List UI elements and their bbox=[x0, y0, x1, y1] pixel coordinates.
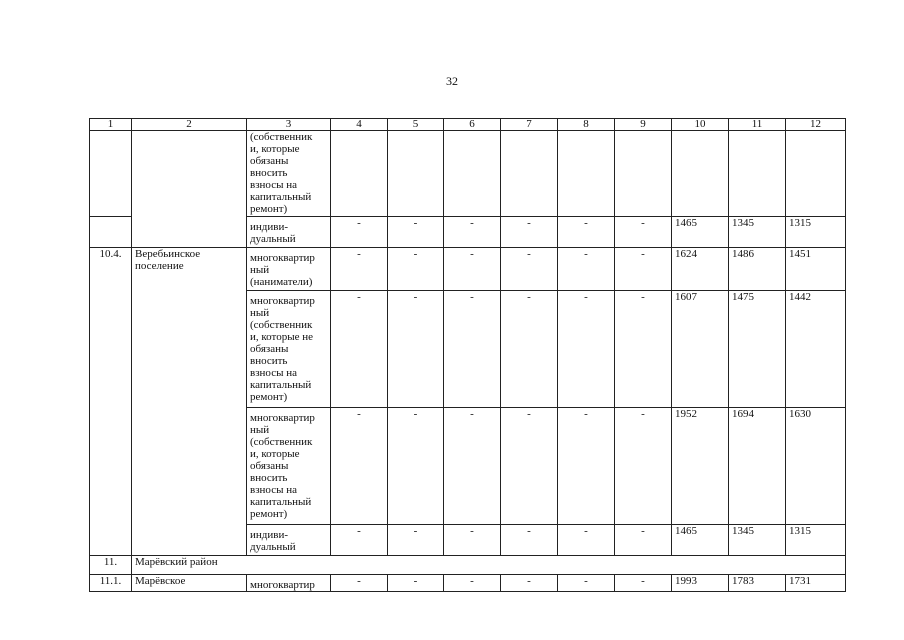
cell-settlement: Марёвское bbox=[132, 575, 247, 592]
cell-value: - bbox=[331, 248, 388, 291]
header-col-2: 2 bbox=[132, 119, 247, 131]
cell-value: 1451 bbox=[786, 248, 846, 291]
cell-value: - bbox=[615, 408, 672, 525]
cell-settlement: Веребьинское поселение bbox=[132, 248, 247, 556]
cell-value: 1442 bbox=[786, 291, 846, 408]
cell-housing-type: многоквартир ный (собственник и, которые не обязаны вносить взносы на капитальный ремонт) bbox=[247, 291, 331, 408]
cell-value: - bbox=[331, 217, 388, 248]
cell-value bbox=[444, 131, 501, 217]
cell-value bbox=[388, 131, 444, 217]
cell-value: - bbox=[501, 248, 558, 291]
cell-value: - bbox=[615, 248, 672, 291]
cell-no bbox=[90, 217, 132, 248]
cell-value: 1345 bbox=[729, 525, 786, 556]
cell-value: - bbox=[331, 291, 388, 408]
cell-value: 1630 bbox=[786, 408, 846, 525]
cell-value: - bbox=[444, 291, 501, 408]
cell-value bbox=[615, 131, 672, 217]
header-col-5: 5 bbox=[388, 119, 444, 131]
cell-value: - bbox=[558, 575, 615, 592]
cell-housing-type: индиви- дуальный bbox=[247, 217, 331, 248]
cell-value: 1624 bbox=[672, 248, 729, 291]
cell-value: - bbox=[331, 575, 388, 592]
cell-value: 1694 bbox=[729, 408, 786, 525]
header-col-6: 6 bbox=[444, 119, 501, 131]
cell-value: 1993 bbox=[672, 575, 729, 592]
tariff-table bbox=[89, 118, 846, 592]
cell-value: - bbox=[558, 217, 615, 248]
header-col-10: 10 bbox=[672, 119, 729, 131]
header-col-4: 4 bbox=[331, 119, 388, 131]
cell-value: - bbox=[501, 291, 558, 408]
header-col-9: 9 bbox=[615, 119, 672, 131]
cell-value: - bbox=[501, 525, 558, 556]
cell-value bbox=[558, 131, 615, 217]
table-row bbox=[90, 556, 846, 575]
cell-value: 1465 bbox=[672, 217, 729, 248]
cell-value: 1783 bbox=[729, 575, 786, 592]
cell-value: - bbox=[615, 291, 672, 408]
cell-value: 1486 bbox=[729, 248, 786, 291]
cell-housing-type: (собственник и, которые обязаны вносить взносы на капитальный ремонт) bbox=[247, 131, 331, 217]
cell-value: - bbox=[501, 408, 558, 525]
cell-value: - bbox=[388, 575, 444, 592]
cell-value: 1465 bbox=[672, 525, 729, 556]
cell-value: - bbox=[615, 217, 672, 248]
cell-no: 11. bbox=[90, 556, 132, 575]
cell-value: - bbox=[558, 525, 615, 556]
header-col-3: 3 bbox=[247, 119, 331, 131]
header-col-12: 12 bbox=[786, 119, 846, 131]
cell-value: 1731 bbox=[786, 575, 846, 592]
cell-value: 1607 bbox=[672, 291, 729, 408]
cell-no: 10.4. bbox=[90, 248, 132, 556]
cell-value: - bbox=[331, 525, 388, 556]
header-col-8: 8 bbox=[558, 119, 615, 131]
cell-value: - bbox=[388, 408, 444, 525]
cell-settlement bbox=[132, 217, 247, 248]
cell-housing-type: многоквартир ный (собственник и, которые обязаны вносить взносы на капитальный ремонт) bbox=[247, 408, 331, 525]
cell-value bbox=[786, 131, 846, 217]
cell-housing-type: индиви- дуальный bbox=[247, 525, 331, 556]
page-number: 32 bbox=[446, 74, 458, 88]
cell-value: - bbox=[388, 291, 444, 408]
header-row bbox=[90, 119, 846, 131]
cell-value: - bbox=[331, 408, 388, 525]
table-row bbox=[90, 575, 846, 592]
table-row bbox=[90, 131, 846, 217]
cell-value: - bbox=[444, 525, 501, 556]
cell-value: - bbox=[388, 525, 444, 556]
cell-value: - bbox=[388, 217, 444, 248]
cell-value: - bbox=[444, 575, 501, 592]
cell-value: - bbox=[558, 248, 615, 291]
cell-value bbox=[501, 131, 558, 217]
cell-no: 11.1. bbox=[90, 575, 132, 592]
cell-value bbox=[331, 131, 388, 217]
cell-value: - bbox=[501, 217, 558, 248]
cell-value: 1345 bbox=[729, 217, 786, 248]
cell-value: - bbox=[615, 575, 672, 592]
header-col-1: 1 bbox=[90, 119, 132, 131]
cell-value: - bbox=[388, 248, 444, 291]
cell-value: 1315 bbox=[786, 525, 846, 556]
header-col-7: 7 bbox=[501, 119, 558, 131]
cell-value: 1315 bbox=[786, 217, 846, 248]
cell-value bbox=[672, 131, 729, 217]
cell-value: - bbox=[444, 408, 501, 525]
cell-value: - bbox=[444, 217, 501, 248]
cell-value: - bbox=[615, 525, 672, 556]
cell-value: - bbox=[444, 248, 501, 291]
cell-housing-type: многоквартир bbox=[247, 575, 331, 592]
cell-value bbox=[729, 131, 786, 217]
cell-value: - bbox=[558, 291, 615, 408]
cell-housing-type: многоквартир ный (наниматели) bbox=[247, 248, 331, 291]
cell-settlement bbox=[132, 131, 247, 217]
cell-no bbox=[90, 131, 132, 217]
cell-value: 1475 bbox=[729, 291, 786, 408]
table-row bbox=[90, 217, 846, 248]
header-col-11: 11 bbox=[729, 119, 786, 131]
district-heading: Марёвский район bbox=[132, 556, 846, 575]
cell-value: - bbox=[558, 408, 615, 525]
cell-value: 1952 bbox=[672, 408, 729, 525]
cell-value: - bbox=[501, 575, 558, 592]
table-row bbox=[90, 248, 846, 291]
